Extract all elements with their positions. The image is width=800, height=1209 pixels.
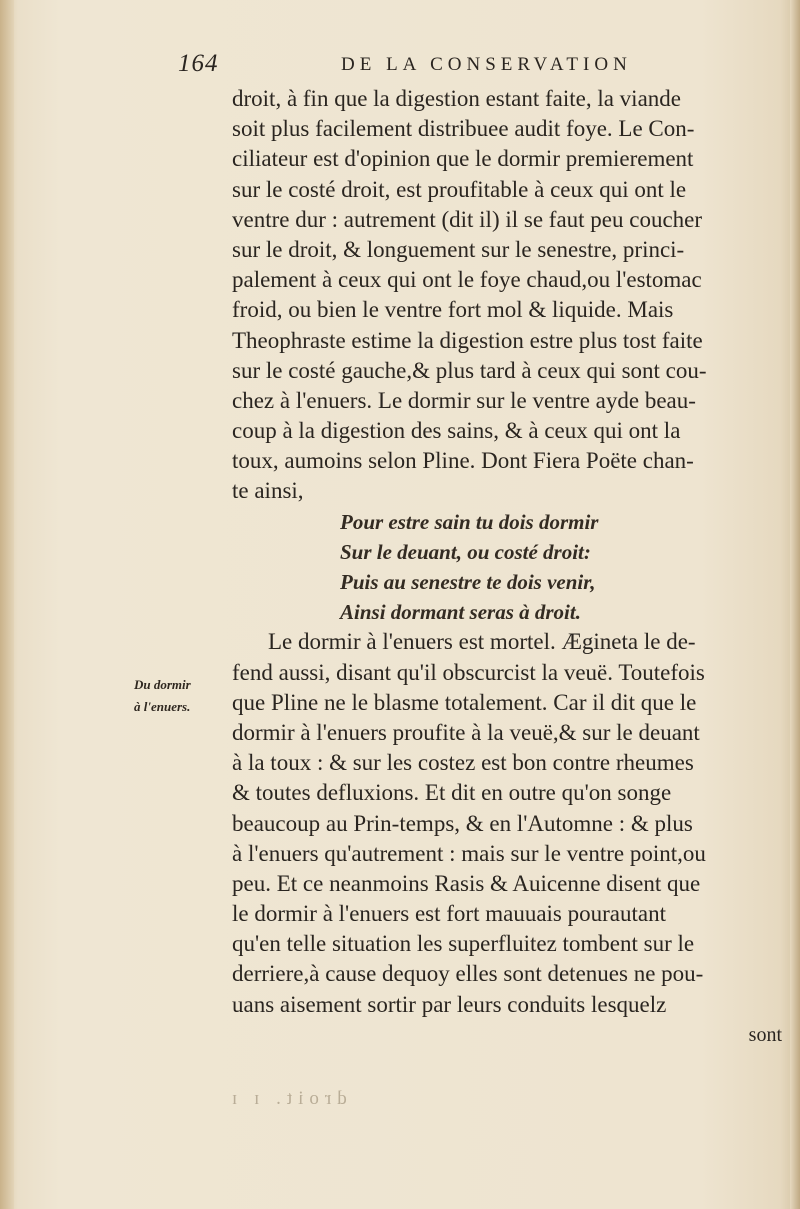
- text-line: que Pline ne le blasme totalement. Car il dit que le: [232, 689, 697, 715]
- verse-line: Ainsi dormant seras à droit.: [340, 600, 581, 625]
- text-line: toux, aumoins selon Pline. Dont Fiera Poëte chan-: [232, 448, 694, 474]
- page-number: 164: [178, 50, 219, 77]
- text-line: peu. Et ce neanmoins Rasis & Auicenne disent que: [232, 870, 701, 896]
- text-line: ciliateur est d'opinion que le dormir premierement: [232, 146, 694, 172]
- catchword: sont: [748, 1023, 782, 1046]
- text-line: & toutes defluxions. Et dit en outre qu'on songe: [232, 780, 672, 806]
- text-line: coup à la digestion des sains, & à ceux qui ont la: [232, 418, 681, 444]
- text-line: sur le droit, & longuement sur le senestre, princi-: [232, 236, 685, 262]
- margin-note: [134, 674, 230, 718]
- text-line: uans aisement sortir par leurs conduits lesquelz: [232, 991, 667, 1017]
- text-line: droit, à fin que la digestion estant faite, la viande: [232, 86, 681, 111]
- verse-line: Sur le deuant, ou costé droit:: [340, 539, 591, 564]
- text-line: chez à l'enuers. Le dormir sur le ventre ayde beau-: [232, 387, 696, 413]
- text-line: sur le costé droit, est proufitable à ceux qui ont le: [232, 176, 687, 202]
- running-title: DE LA CONSERVATION: [341, 54, 632, 75]
- paragraph-first-line: Le dormir à l'enuers est mortel. Ægineta le de-: [268, 629, 696, 655]
- text-line: sur le costé gauche,& plus tard à ceux qui sont cou-: [232, 357, 707, 383]
- text-line: te ainsi,: [232, 478, 304, 504]
- text-line: beaucoup au Prin-temps, & en l'Automne : & plus: [232, 810, 693, 836]
- text-line: qu'en telle situation les superfluitez tombent sur le: [232, 931, 695, 957]
- bleed-through-text: droit. ɪ ɪ: [226, 1088, 347, 1109]
- text-line: à l'enuers qu'autrement : mais sur le ventre point,ou: [232, 840, 706, 866]
- text-line: soit plus facilement distribuee audit foye. Le Con-: [232, 116, 695, 142]
- text-line: palement à ceux qui ont le foye chaud,ou l'estomac: [232, 267, 702, 293]
- text-line: derriere,à cause dequoy elles sont detenues ne pou-: [232, 961, 704, 987]
- text-line: Theophraste estime la digestion estre plus tost faite: [232, 327, 703, 353]
- text-line: fend aussi, disant qu'il obscurcist la veuë. Toutefois: [232, 659, 705, 685]
- page-header: [178, 50, 718, 84]
- margin-note-line-1: Du dormir: [134, 677, 191, 692]
- text-line: à la toux : & sur les costez est bon contre rheumes: [232, 750, 694, 776]
- margin-note-line-2: à l'enuers.: [134, 699, 191, 714]
- text-line: ventre dur : autrement (dit il) il se faut peu coucher: [232, 206, 703, 232]
- text-line: froid, ou bien le ventre fort mol & liquide. Mais: [232, 297, 674, 323]
- text-line: le dormir à l'enuers est fort mauuais pourautant: [232, 901, 666, 927]
- page-left-edge: [0, 0, 14, 1209]
- verse-line: Pour estre sain tu dois dormir: [340, 509, 599, 534]
- text-line: dormir à l'enuers proufite à la veuë,& sur le deuant: [232, 719, 700, 745]
- body-text: [232, 84, 792, 1050]
- verse-line: Puis au senestre te dois venir,: [340, 570, 596, 594]
